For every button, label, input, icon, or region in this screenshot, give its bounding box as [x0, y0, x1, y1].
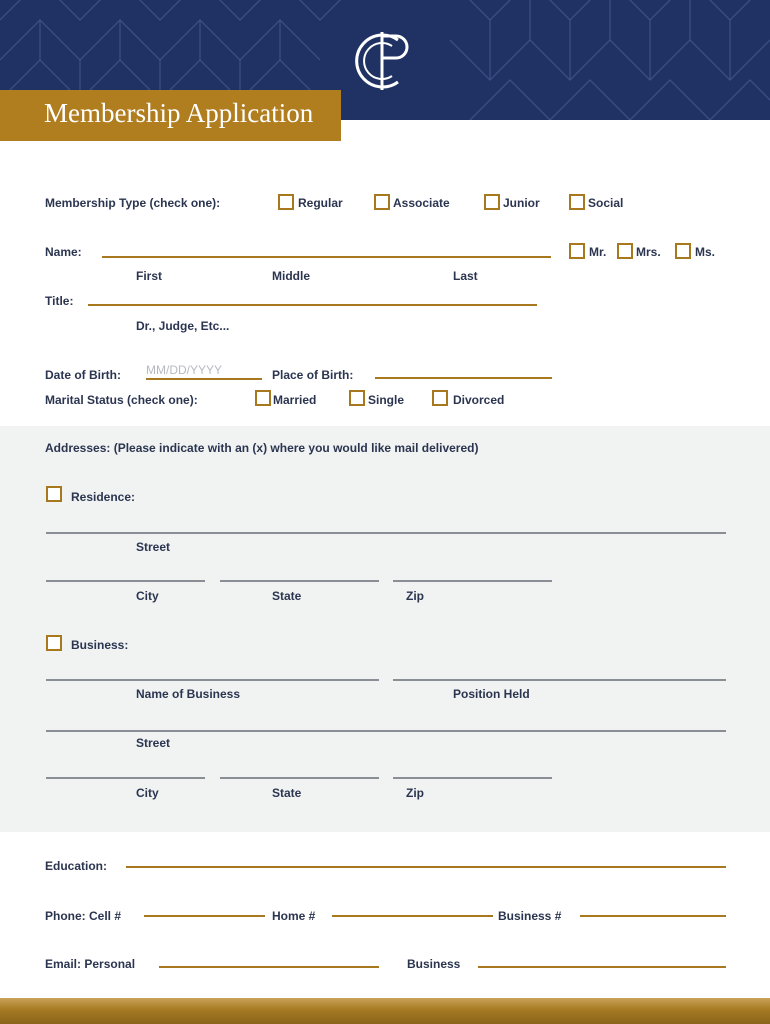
option-regular: Regular	[298, 196, 343, 210]
title-label: Title:	[45, 294, 74, 308]
email-personal-field[interactable]	[159, 966, 379, 968]
name-label: Name:	[45, 245, 82, 259]
dob-underline	[146, 378, 262, 380]
email-personal-label: Email: Personal	[45, 957, 136, 971]
checkbox-junior[interactable]	[484, 194, 500, 210]
addresses-section	[0, 426, 770, 832]
phone-home-label: Home #	[272, 909, 316, 923]
business-street-label: Street	[136, 736, 171, 750]
checkbox-divorced[interactable]	[432, 390, 448, 406]
phone-business-field[interactable]	[580, 915, 726, 917]
salutation-mr: Mr.	[589, 245, 607, 259]
business-city-label: City	[136, 786, 159, 800]
footer-bar	[0, 998, 770, 1024]
residence-state-field[interactable]	[220, 580, 379, 582]
business-zip-field[interactable]	[393, 777, 552, 779]
phone-home-field[interactable]	[332, 915, 493, 917]
title-hint: Dr., Judge, Etc...	[136, 319, 230, 333]
residence-city-label: City	[136, 589, 159, 603]
option-junior: Junior	[503, 196, 540, 210]
name-first-label: First	[136, 269, 163, 283]
email-business-field[interactable]	[478, 966, 726, 968]
option-single: Single	[368, 393, 405, 407]
checkbox-married[interactable]	[255, 390, 271, 406]
business-street-field[interactable]	[46, 730, 726, 732]
residence-zip-label: Zip	[406, 589, 424, 603]
email-business-label: Business	[407, 957, 461, 971]
checkbox-mrs[interactable]	[617, 243, 633, 259]
title-field[interactable]	[88, 304, 537, 306]
business-name-label: Name of Business	[136, 687, 241, 701]
business-state-label: State	[272, 786, 302, 800]
checkbox-social[interactable]	[569, 194, 585, 210]
business-city-field[interactable]	[46, 777, 205, 779]
business-name-field[interactable]	[46, 679, 379, 681]
salutation-ms: Ms.	[695, 245, 716, 259]
pob-field[interactable]	[375, 377, 552, 379]
cp-monogram-icon	[352, 26, 418, 96]
phone-cell-label: Phone: Cell #	[45, 909, 122, 923]
business-position-label: Position Held	[453, 687, 530, 701]
business-label: Business:	[71, 638, 129, 652]
addresses-heading: Addresses: (Please indicate with an (x) where you would like mail delivered)	[45, 441, 479, 455]
name-last-label: Last	[453, 269, 478, 283]
checkbox-associate[interactable]	[374, 194, 390, 210]
name-field[interactable]	[102, 256, 551, 258]
marital-label: Marital Status (check one):	[45, 393, 198, 407]
business-state-field[interactable]	[220, 777, 379, 779]
residence-zip-field[interactable]	[393, 580, 552, 582]
residence-state-label: State	[272, 589, 302, 603]
pob-label: Place of Birth:	[272, 368, 354, 382]
dob-label: Date of Birth:	[45, 368, 121, 382]
page-title: Membership Application	[44, 98, 314, 128]
option-married: Married	[273, 393, 317, 407]
business-position-field[interactable]	[393, 679, 726, 681]
salutation-mrs: Mrs.	[636, 245, 661, 259]
name-middle-label: Middle	[272, 269, 310, 283]
dob-input[interactable]	[146, 362, 262, 378]
option-social: Social	[588, 196, 624, 210]
option-associate: Associate	[393, 196, 450, 210]
checkbox-mr[interactable]	[569, 243, 585, 259]
education-field[interactable]	[126, 866, 726, 868]
checkbox-regular[interactable]	[278, 194, 294, 210]
residence-street-label: Street	[136, 540, 171, 554]
education-label: Education:	[45, 859, 107, 873]
residence-label: Residence:	[71, 490, 136, 504]
option-divorced: Divorced	[453, 393, 505, 407]
residence-street-field[interactable]	[46, 532, 726, 534]
membership-type-label: Membership Type (check one):	[45, 196, 221, 210]
phone-cell-field[interactable]	[144, 915, 265, 917]
checkbox-residence[interactable]	[46, 486, 62, 502]
checkbox-business[interactable]	[46, 635, 62, 651]
business-zip-label: Zip	[406, 786, 424, 800]
residence-city-field[interactable]	[46, 580, 205, 582]
checkbox-ms[interactable]	[675, 243, 691, 259]
phone-business-label: Business #	[498, 909, 562, 923]
checkbox-single[interactable]	[349, 390, 365, 406]
